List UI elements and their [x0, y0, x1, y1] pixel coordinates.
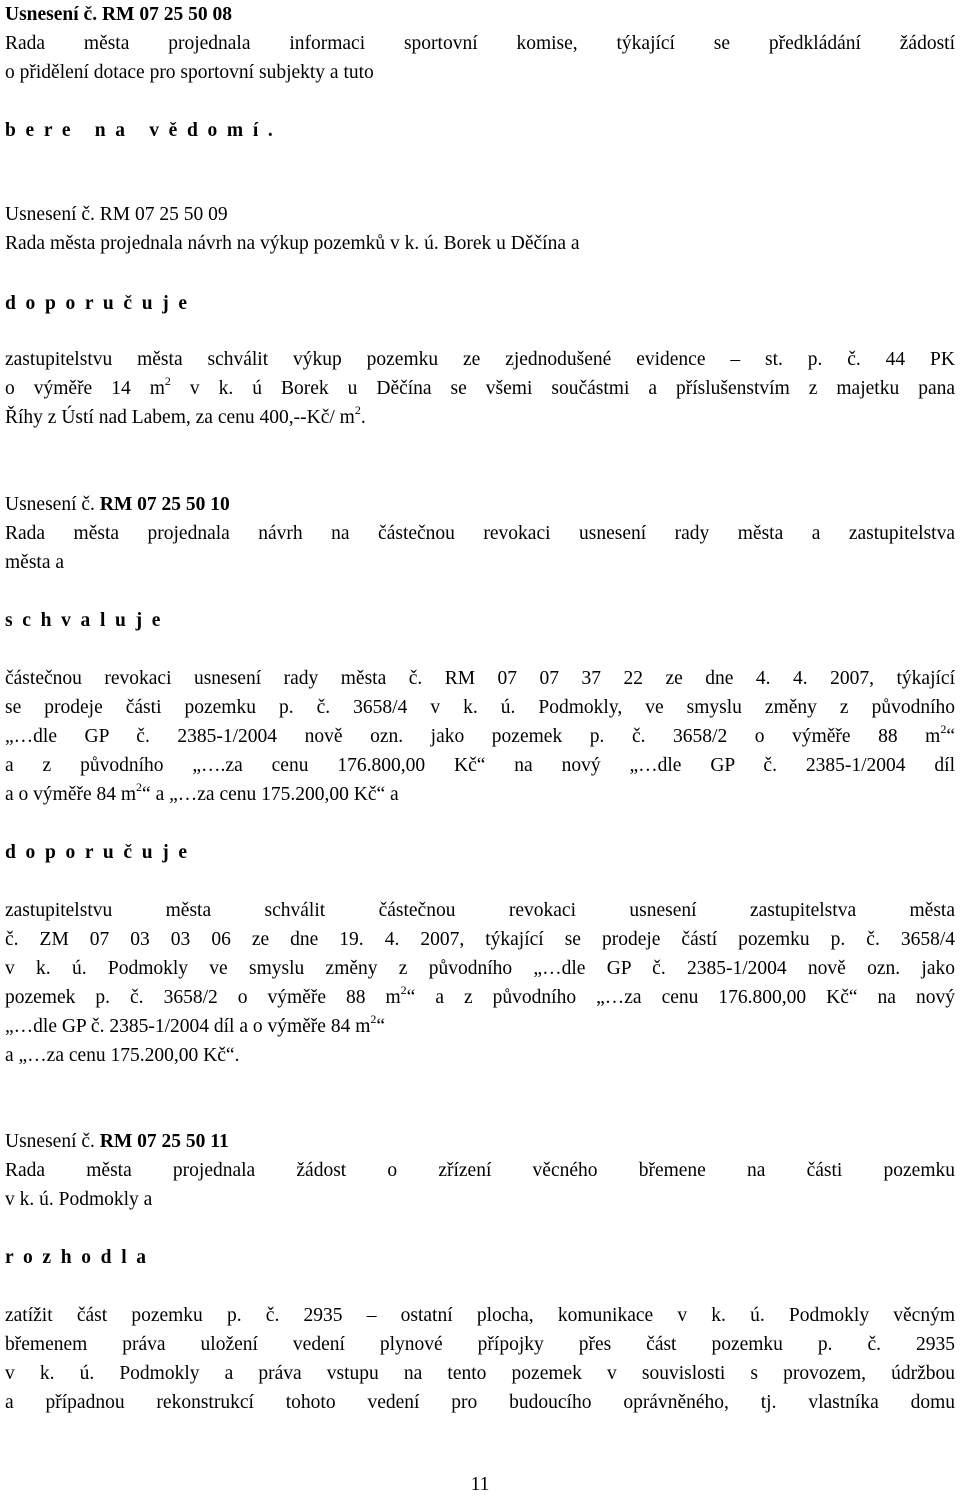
verb-bere-na-vedomi: b e r e n a v ě d o m í .: [5, 120, 276, 141]
body-line: zastupitelstvu města schválit výkup pozemku ze zjednodušené evidence – st. p. č. 44 PK: [5, 349, 955, 370]
resolution-heading: Usnesení č. RM 07 25 50 08: [5, 4, 232, 25]
resolution-heading: Usnesení č. RM 07 25 50 11: [5, 1131, 229, 1152]
body-line: zatížit část pozemku p. č. 2935 – ostatní plocha, komunikace v k. ú. Podmokly věcným: [5, 1305, 955, 1326]
body-line: pozemek p. č. 3658/2 o výměře 88 $m^2“$ a z původního „…za cenu 176.800,00 Kč“ na nový: [5, 982, 955, 1008]
body-line: a případnou rekonstrukcí tohoto vedení pro budoucího oprávněného, tj. vlastníka domu: [5, 1392, 955, 1413]
resolution-09: [5, 200, 955, 258]
page-number: 11: [470, 1474, 490, 1495]
body-line: zastupitelstvu města schválit částečnou revokaci usnesení zastupitelstva města: [5, 900, 955, 921]
verb-doporucuje: d o p o r u č u j e: [5, 293, 190, 314]
resolution-heading: Usnesení č. RM 07 25 50 10: [5, 494, 230, 515]
intro-line: Rada města projednala informaci sportovní komise, týkající se předkládání žádostí: [5, 33, 955, 54]
verb-schvaluje: s c h v a l u j e: [5, 610, 163, 631]
intro-line: města a: [5, 552, 65, 573]
body-line: v k. ú. Podmokly a práva vstupu na tento pozemek v souvislosti s provozem, údržbou: [5, 1363, 955, 1384]
intro-line: Rada města projednala návrh na částečnou revokaci usnesení rady města a zastupitelstva: [5, 523, 955, 544]
body-line: „…dle GP č. 2385-1/2004 díl a o výměře 84 $m^2“$: [5, 1011, 386, 1037]
body-line: o výměře 14 $m^2$ v k. ú Borek u Děčína se všemi součástmi a příslušenstvím z majetku pana: [5, 373, 956, 399]
resolution-10-body: [5, 664, 955, 809]
body-line: Říhy z Ústí nad Labem, za cenu 400,--Kč/ $m^2$.: [5, 402, 366, 428]
resolution-09-body: [5, 345, 955, 432]
intro-line: v k. ú. Podmokly a: [5, 1189, 153, 1210]
body-line: se prodeje části pozemku p. č. 3658/4 v k. ú. Podmokly, ve smyslu změny z původního: [5, 697, 955, 718]
resolution-10-body2: [5, 896, 955, 1070]
verb-rozhodla: r o z h o d l a: [5, 1247, 149, 1268]
resolution-08: [5, 0, 955, 87]
body-line: břemenem práva uložení vedení plynové přípojky přes část pozemku p. č. 2935: [5, 1334, 955, 1355]
resolution-11: [5, 1127, 955, 1214]
body-line: částečnou revokaci usnesení rady města č. RM 07 07 37 22 ze dne 4. 4. 2007, týkající: [5, 668, 955, 689]
body-line: a o výměře 84 $m^2“$ a „…za cenu 175.200,00 Kč“ a: [5, 779, 399, 805]
resolution-11-body: [5, 1301, 955, 1417]
verb-doporucuje: d o p o r u č u j e: [5, 842, 190, 863]
intro-line: Rada města projednala žádost o zřízení věcného břemene na části pozemku: [5, 1160, 955, 1181]
body-line: v k. ú. Podmokly ve smyslu změny z původního „…dle GP č. 2385-1/2004 nově ozn. jako: [5, 958, 955, 979]
body-line: „…dle GP č. 2385-1/2004 nově ozn. jako pozemek p. č. 3658/2 o výměře 88 $m^2“$: [5, 721, 955, 747]
intro-line: o přidělení dotace pro sportovní subjekty a tuto: [5, 62, 374, 83]
body-line: a „…za cenu 175.200,00 Kč“.: [5, 1045, 240, 1066]
body-line: č. ZM 07 03 03 06 ze dne 19. 4. 2007, týkající se prodeje částí pozemku p. č. 3658/4: [5, 929, 955, 950]
intro-line: Rada města projednala návrh na výkup pozemků v k. ú. Borek u Děčína a: [5, 233, 580, 254]
resolution-heading: Usnesení č. RM 07 25 50 09: [5, 204, 228, 225]
resolution-10: [5, 490, 955, 577]
body-line: a z původního „….za cenu 176.800,00 Kč“ na nový „…dle GP č. 2385-1/2004 díl: [5, 755, 955, 776]
